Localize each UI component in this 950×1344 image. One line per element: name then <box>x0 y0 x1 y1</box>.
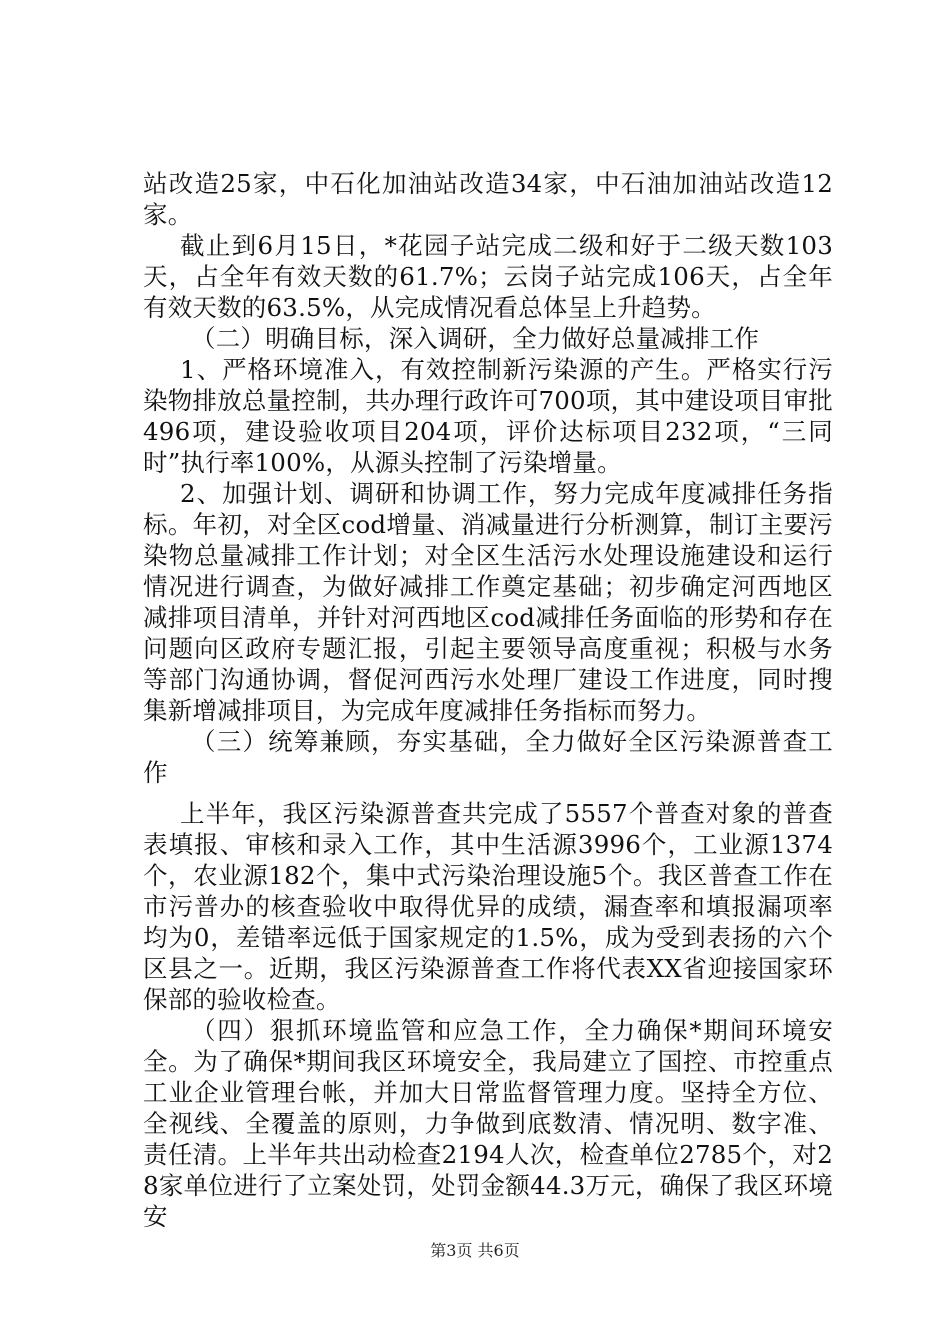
section-heading-2: （二）明确目标，深入调研，全力做好总量减排工作 <box>191 324 760 353</box>
paragraph-section-4-supervision: （四）狠抓环境监管和应急工作，全力确保*期间环境安全。为了确保*期间我区环境安全，我局建立了国控、市控重点工业企业管理台帐，并加大日常监督管理力度。坚持全方位、全视线、全覆盖的原则，力争做到底数清、情况明、数字准、责任清。上半年共出动检查2194人次，检查单位2785个，对28家单位进行了立案处罚，处罚金额44.3万元，确保了我区环境安 <box>143 1016 833 1231</box>
paragraph-air-quality: 截止到6月15日，*花园子站完成二级和好于二级天数103天，占全年有效天数的61.7%；云岗子站完成106天，占全年有效天数的63.5%，从完成情况看总体呈上升趋势。 <box>143 231 833 322</box>
section-heading-3: （三）统筹兼顾，夯实基础，全力做好全区污染源普查工作 <box>143 727 833 787</box>
paragraph-environment-access: 1、严格环境准入，有效控制新污染源的产生。严格实行污染物排放总量控制，共办理行政许可700项，其中建设项目审批496项，建设验收项目204项，评价达标项目232项，“三同时”执行率100%，从源头控制了污染增量。 <box>143 355 833 477</box>
paragraph-planning-coordination: 2、加强计划、调研和协调工作，努力完成年度减排任务指标。年初，对全区cod增量、消减量进行分析测算，制订主要污染物总量减排工作计划；对全区生活污水处理设施建设和运行情况进行调查，为做好减排工作奠定基础；初步确定河西地区减排项目清单，并针对河西地区cod减排任务面临的形势和存在问题向区政府专题汇报，引起主要领导高度重视；积极与水务等部门沟通协调，督促河西污水处理厂建设工作进度，同时搜集新增减排项目，为完成年度减排任务指标而努力。 <box>143 479 833 725</box>
page-footer: 第3页 共6页 <box>430 1241 520 1260</box>
paragraph-pollution-census: 上半年，我区污染源普查共完成了5557个普查对象的普查表填报、审核和录入工作，其中生活源3996个，工业源1374个，农业源182个，集中式污染治理设施5个。我区普查工作在市污普办的核查验收中取得优异的成绩，漏查率和填报漏项率均为0，差错率远低于国家规定的1.5%，成为受到表扬的六个区县之一。近期，我区污染源普查工作将代表XX省迎接国家环保部的验收检查。 <box>143 799 833 1014</box>
document-body <box>143 168 833 1232</box>
paragraph-continuation: 站改造25家，中石化加油站改造34家，中石油加油站改造12家。 <box>143 169 833 229</box>
